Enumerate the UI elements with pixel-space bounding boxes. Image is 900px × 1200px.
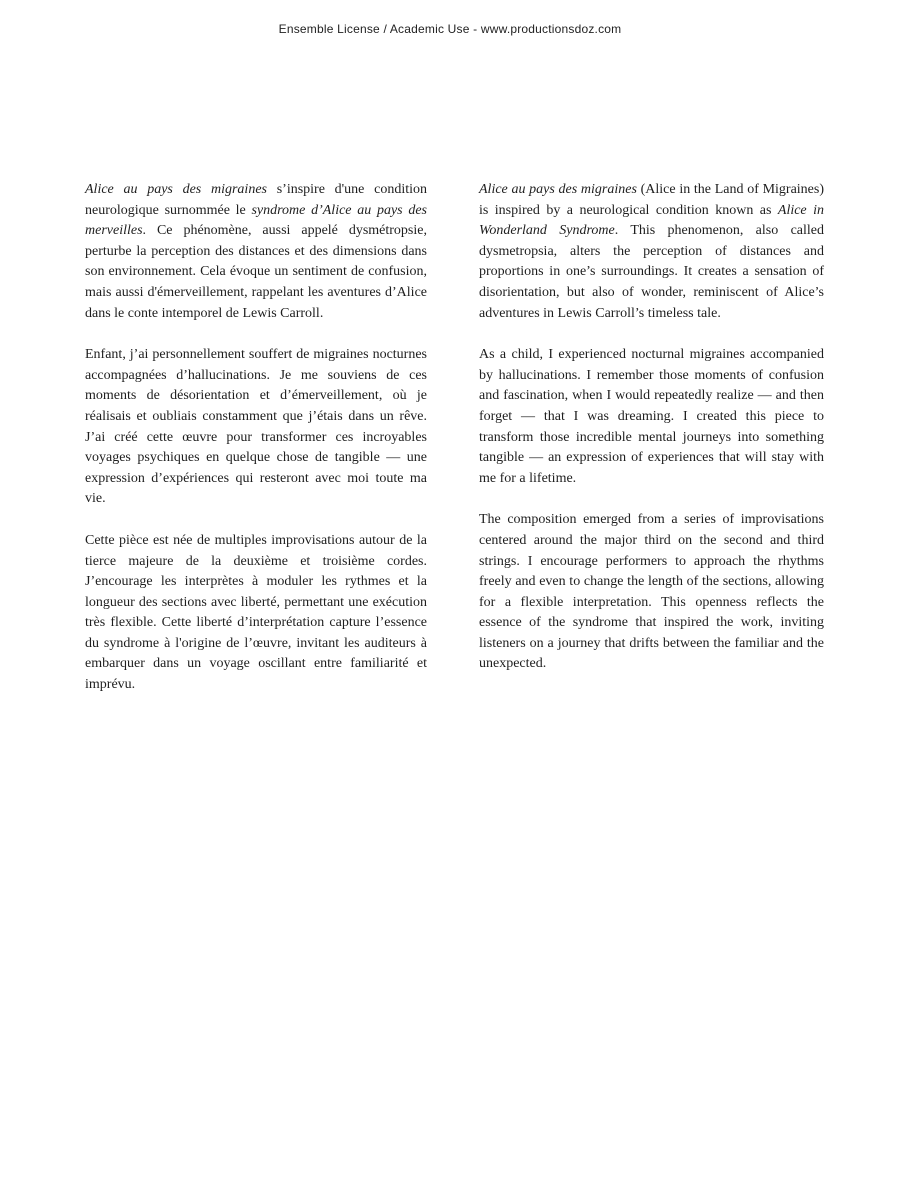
- work-title-italic: Alice au pays des migraines: [479, 182, 637, 197]
- english-text-column: [479, 180, 824, 696]
- french-text-column: [85, 180, 427, 717]
- french-paragraph-2: Enfant, j’ai personnellement souffert de migraines nocturnes accompagnées d’hallucinations. Je me souviens de ces moments de désorientation et d’émerveillement, où je réalisais et oubliais constamment que j’étais dans un rêve. J’ai créé cette œuvre pour transformer ces incroyables voyages psychiques en quelque chose de tangible — une expression d’expériences qui resteront avec moi toute ma vie.: [85, 347, 427, 507]
- french-paragraph-1: [85, 180, 427, 324]
- text-segment: (Alice in the Land of Migraines) is inspired by a neurological condition known as: [479, 182, 824, 218]
- french-paragraph-3: Cette pièce est née de multiples improvisations autour de la tierce majeure de la deuxième et troisième cordes. J’encourage les interprètes à moduler les rythmes et la longueur des sections avec liberté, permettant une exécution très flexible. Cette liberté d’interprétation capture l’essence du syndrome à l'origine de l’œuvre, invitant les auditeurs à embarquer dans un voyage oscillant entre familiarité et imprévu.: [85, 532, 427, 693]
- license-header: Ensemble License / Academic Use - www.productionsdoz.com: [278, 22, 622, 36]
- english-paragraph-3: The composition emerged from a series of improvisations centered around the major third on the second and third strings. I encourage performers to approach the rhythms freely and even to change the length of the sections, allowing for a flexible interpretation. This openness reflects the essence of the syndrome that inspired the work, inviting listeners on a journey that drifts between the familiar and the unexpected.: [479, 512, 824, 672]
- english-paragraph-1: [479, 180, 824, 324]
- syndrome-name-italic: Alice in Wonderland Syndrome: [479, 202, 824, 239]
- text-segment: s’inspire d'une condition neurologique surnommée le: [85, 182, 427, 218]
- text-segment: . Ce phénomène, aussi appelé dysmétropsie, perturbe la perception des distances et des dimensions dans son environnement. Cela évoque un sentiment de confusion, mais aussi d'émerveillement, rappelant les aventures d’Alice dans le conte intemporel de Lewis Carroll.: [85, 223, 427, 321]
- english-paragraph-2: As a child, I experienced nocturnal migraines accompanied by hallucinations. I remember those moments of confusion and fascination, when I would repeatedly realize — and then forget — that I was dreaming. I created this piece to transform those incredible mental journeys into something tangible — an expression of experiences that will stay with me for a lifetime.: [479, 347, 824, 486]
- text-segment: . This phenomenon, also called dysmetropsia, alters the perception of distances and proportions in one’s surroundings. It creates a sensation of disorientation, but also of wonder, reminiscent of Alice’s adventures in Lewis Carroll’s timeless tale.: [479, 223, 824, 321]
- work-title-italic: Alice au pays des migraines: [85, 182, 267, 197]
- syndrome-name-italic: syndrome d’Alice au pays des merveilles: [85, 202, 427, 239]
